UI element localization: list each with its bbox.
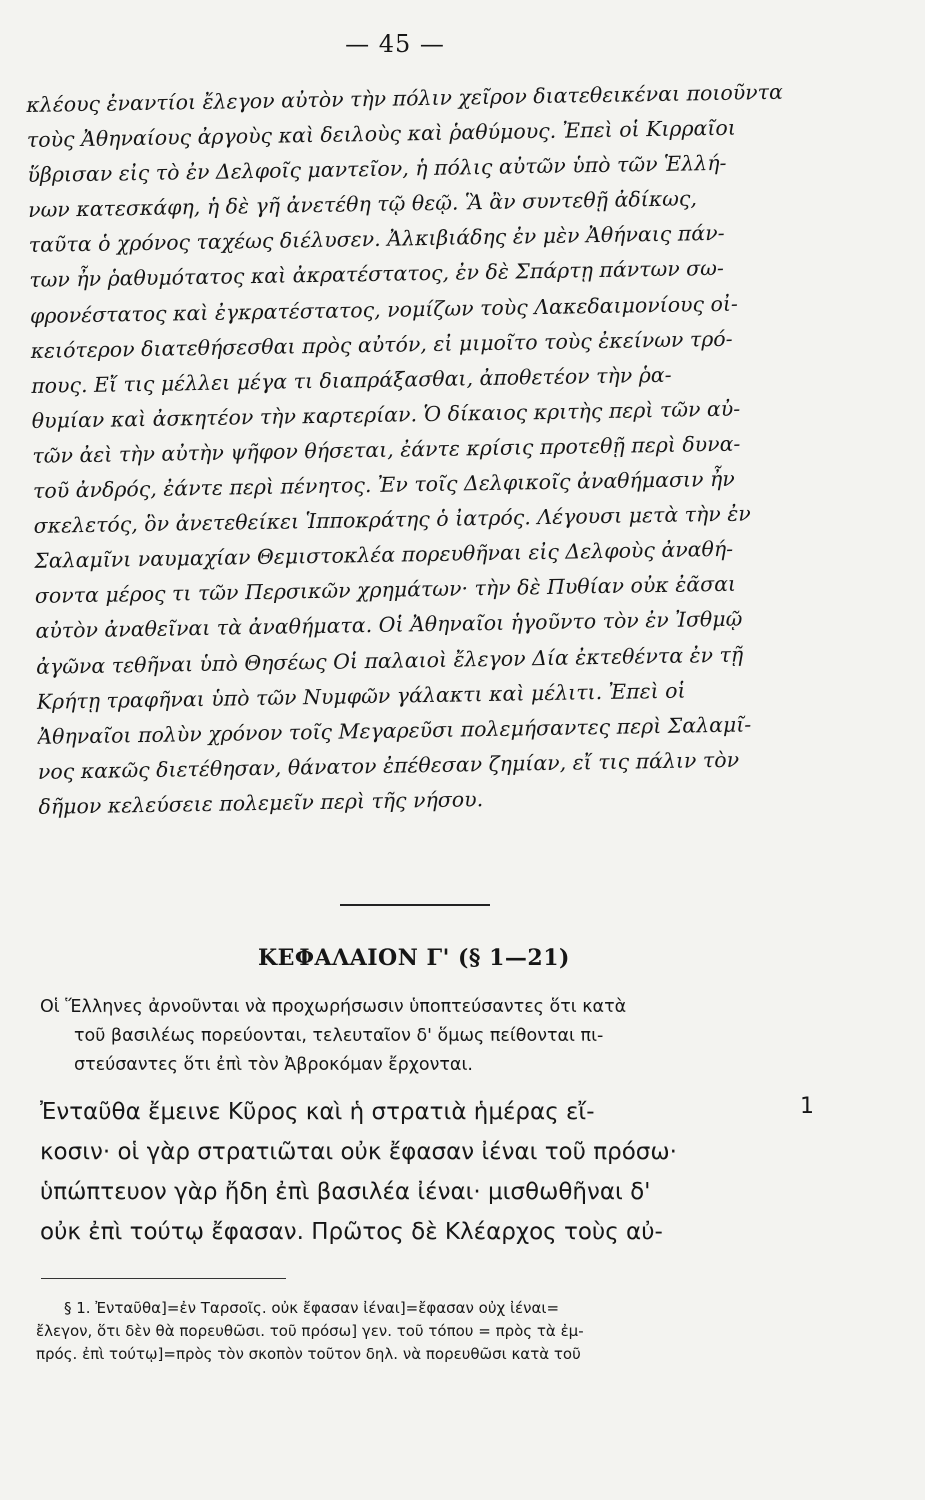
text-line: των ἦν ῥαθυμότατος καὶ ἀκρατέστατος, ἐν δὲ Σπάρτῃ πάντων σω- [29, 256, 725, 293]
main-text-line: Ἐνταῦθα ἔμεινε Κῦρος καὶ ἡ στρατιὰ ἡμέρας εἴ- [40, 1099, 595, 1125]
text-line: Κρήτῃ τραφῆναι ὑπὸ τῶν Νυμφῶν γάλακτι καὶ μέλιτι. Ἐπεὶ οἱ [36, 678, 686, 714]
summary-line: τοῦ βασιλέως πορεύονται, τελευταῖον δ' ὅμως πείθονται πι- [74, 1026, 604, 1046]
text-line: τοῦ ἀνδρός, ἐάντε περὶ πένητος. Ἐν τοῖς Δελφικοῖς ἀναθήμασιν ἦν [32, 466, 735, 503]
text-line: πους. Εἴ τις μέλλει μέγα τι διαπράξασθαι, ἀποθετέον τὴν ῥα- [30, 362, 672, 398]
chapter-summary [40, 993, 840, 1080]
text-line: φρονέστατος καὶ ἐγκρατέστατος, νομίζων τοὺς Λακεδαιμονίους οἰ- [29, 291, 738, 328]
text-line: νων κατεσκάφη, ἡ δὲ γῆ ἀνετέθη τῷ θεῷ. Ἃ ἂν συντεθῇ ἀδίκως, [27, 186, 698, 223]
chapter-heading: ΚΕΦΑΛΑΙΟΝ Γ' (§ 1—21) [258, 945, 570, 971]
main-text-line: κοσιν· οἱ γὰρ στρατιῶται οὐκ ἔφασαν ἰέναι τοῦ πρόσω· [40, 1139, 677, 1165]
upper-text-block [26, 74, 834, 825]
text-line: θυμίαν καὶ ἀσκητέον τὴν καρτερίαν. Ὁ δίκαιος κριτὴς περὶ τῶν αὐ- [31, 396, 741, 433]
text-line: δῆμον κελεύσειε πολεμεῖν περὶ τῆς νήσου. [38, 787, 484, 819]
text-line: κειότερον διατεθήσεσθαι πρὸς αὐτόν, εἰ μιμοῖτο τοὺς ἐκείνων τρό- [30, 326, 733, 363]
text-line: τῶν ἀεὶ τὴν αὐτὴν ψῆφον θήσεται, ἐάντε κρίσις προτεθῇ περὶ δυνα- [32, 431, 741, 468]
main-text-line: οὐκ ἐπὶ τούτῳ ἔφασαν. Πρῶτος δὲ Κλέαρχος τοὺς αὐ- [40, 1219, 663, 1245]
text-line: Ἀθηναῖοι πολὺν χρόνον τοῖς Μεγαρεῦσι πολεμήσαντες περὶ Σαλαμῖ- [37, 712, 752, 749]
section-number: 1 [800, 1094, 814, 1119]
footnotes [36, 1297, 836, 1366]
text-line: ταῦτα ὁ χρόνος ταχέως διέλυσεν. Ἀλκιβιάδης ἐν μὲν Ἀθήναις πάν- [28, 221, 725, 258]
text-line: Σαλαμῖνι ναυμαχίαν Θεμιστοκλέα πορευθῆναι εἰς Δελφοὺς ἀναθή- [34, 536, 734, 574]
text-line: αὐτὸν ἀναθεῖναι τὰ ἀναθήματα. Οἱ Ἀθηναῖοι ἡγοῦντο τὸν ἐν Ἰσθμῷ [35, 606, 743, 644]
main-text-block [40, 1092, 780, 1252]
section-divider [340, 904, 490, 906]
text-line: νος κακῶς διετέθησαν, θάνατον ἐπέθεσαν ζημίαν, εἴ τις πάλιν τὸν [37, 747, 740, 784]
footnote-line: πρός. ἐπὶ τούτῳ]=πρὸς τὸν σκοπὸν τοῦτον δηλ. νὰ πορευθῶσι κατὰ τοῦ [36, 1345, 581, 1363]
page-number: — 45 — [345, 30, 445, 58]
footnote-line: ἔλεγον, ὅτι δὲν θὰ πορευθῶσι. τοῦ πρόσω] γεν. τοῦ τόπου = πρὸς τὰ ἐμ- [36, 1322, 584, 1340]
summary-line: στεύσαντες ὅτι ἐπὶ τὸν Ἀβροκόμαν ἔρχονται. [74, 1055, 473, 1075]
text-line: ὕβρισαν εἰς τὸ ἐν Δελφοῖς μαντεῖον, ἡ πόλις αὐτῶν ὑπὸ τῶν Ἑλλή- [27, 150, 727, 188]
text-line: τοὺς Ἀθηναίους ἀργοὺς καὶ δειλοὺς καὶ ῥαθύμους. Ἐπεὶ οἱ Κιρραῖοι [26, 115, 737, 153]
main-text-line: ὑπώπτευον γὰρ ἤδη ἐπὶ βασιλέα ἰέναι· μισθωθῆναι δ' [40, 1179, 651, 1205]
text-line: κλέους ἐναντίοι ἔλεγον αὐτὸν τὴν πόλιν χεῖρον διατεθεικέναι ποιοῦντα [26, 79, 784, 117]
summary-line: Οἱ Ἕλληνες ἀρνοῦνται νὰ προχωρήσωσιν ὑποπτεύσαντες ὅτι κατὰ [40, 997, 627, 1017]
text-line: σοντα μέρος τι τῶν Περσικῶν χρημάτων· τὴν δὲ Πυθίαν οὐκ ἐᾶσαι [34, 571, 737, 609]
footnote-line: § 1. Ἐνταῦθα]=ἐν Ταρσοῖς. οὐκ ἔφασαν ἰέναι]=ἔφασαν οὐχ ἰέναι= [64, 1299, 560, 1317]
text-line: ἀγῶνα τεθῆναι ὑπὸ Θησέως Οἱ παλαιοὶ ἔλεγον Δία ἐκτεθέντα ἐν τῇ [35, 642, 744, 679]
text-line: σκελετός, ὃν ἀνετεθείκει Ἱπποκράτης ὁ ἰατρός. Λέγουσι μετὰ τὴν ἐν [33, 501, 751, 539]
footnote-divider [41, 1278, 286, 1279]
